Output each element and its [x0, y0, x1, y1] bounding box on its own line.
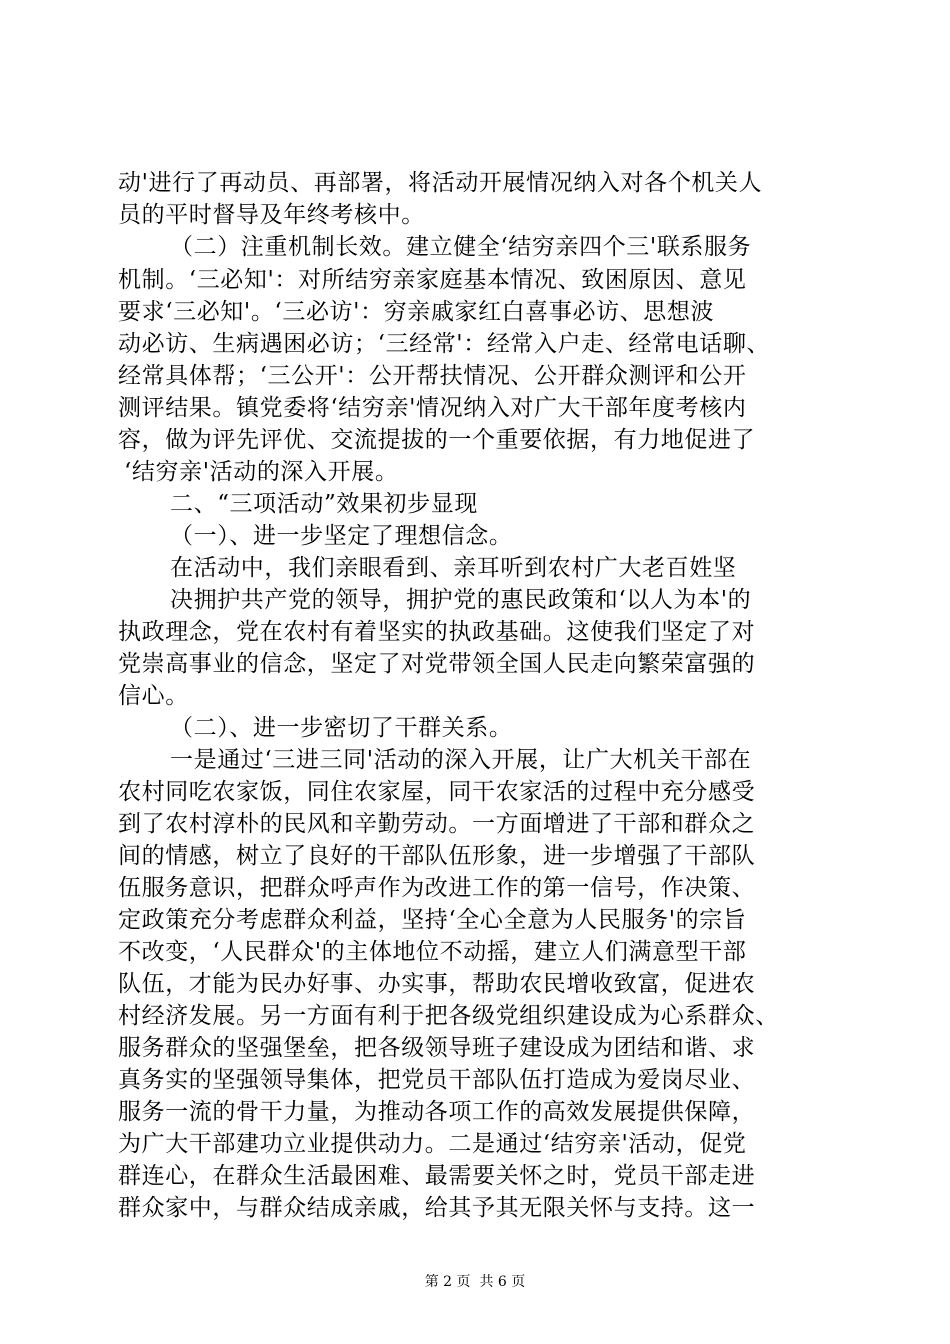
text-line: 队伍，才能为民办好事、办实事，帮助农民增收致富，促进农: [118, 971, 756, 997]
text-line: 在活动中，我们亲眼看到、亲耳听到农村广大老百姓坚: [170, 555, 737, 581]
text-line: 农村同吃农家饭，同住农家屋，同干农家活的过程中充分感受: [118, 779, 756, 805]
text-line: 动必访、生病遇困必访；‘三经常'：经常入户走、经常电话聊、: [118, 331, 771, 357]
text-line: 机制。‘三必知'：对所结穷亲家庭基本情况、致困原因、意见: [118, 267, 747, 293]
text-line: 到了农村淳朴的民风和辛勤劳动。一方面增进了干部和群众之: [118, 811, 756, 837]
text-line: 村经济发展。另一方面有利于把各级党组织建设成为心系群众、: [118, 1003, 779, 1029]
text-line: 间的情感，树立了良好的干部队伍形象，进一步增强了干部队: [118, 843, 756, 869]
text-line: 员的平时督导及年终考核中。: [118, 202, 425, 228]
text-line: ‘结穷亲'活动的深入开展。: [124, 459, 399, 485]
section-heading: 二、“三项活动”效果初步显现: [170, 491, 478, 517]
text-line: 真务实的坚强领导集体，把党员干部队伍打造成为爱岗尽业、: [118, 1067, 756, 1093]
text-line: 执政理念，党在农村有着坚实的执政基础。这使我们坚定了对: [118, 619, 756, 645]
text-line: 一是通过‘三进三同'活动的深入开展，让广大机关干部在: [170, 747, 752, 773]
text-line: 容，做为评先评优、交流提拔的一个重要依据，有力地促进了: [118, 427, 756, 453]
text-line: 要求‘三必知'。‘三必访'：穷亲戚家红白喜事必访、思想波: [118, 299, 715, 325]
text-line: 群众家中，与群众结成亲戚，给其予其无限关怀与支持。这一: [118, 1195, 756, 1221]
text-line: 为广大干部建功立业提供动力。二是通过‘结穷亲'活动，促党: [118, 1131, 747, 1157]
subsection-heading: （一）、进一步坚定了理想信念。: [170, 523, 513, 549]
text-line: 经常具体帮；‘三公开'：公开帮扶情况、公开群众测评和公开: [118, 363, 747, 389]
subsection-heading: （二）、进一步密切了干群关系。: [170, 715, 513, 741]
text-line: 群连心，在群众生活最困难、最需要关怀之时，党员干部走进: [118, 1163, 756, 1189]
text-line: 定政策充分考虑群众利益，坚持‘全心全意为人民服务'的宗旨: [118, 907, 747, 933]
text-line: 测评结果。镇党委将‘结穷亲'情况纳入对广大干部年度考核内: [118, 395, 747, 421]
text-line: 决拥护共产党的领导，拥护党的惠民政策和‘以人为本'的: [170, 587, 752, 613]
text-line: 不改变，‘人民群众'的主体地位不动摇，建立人们满意型干部: [118, 939, 747, 965]
text-line: 动'进行了再动员、再部署，将活动开展情况纳入对各个机关人: [118, 170, 763, 196]
page-number: 第 2 页 共 6 页: [424, 1274, 526, 1290]
text-line: 服务群众的坚强堡垒，把各级领导班子建设成为团结和谐、求: [118, 1035, 756, 1061]
text-line: 党崇高事业的信念，坚定了对党带领全国人民走向繁荣富强的: [118, 651, 756, 677]
text-line: 服务一流的骨干力量，为推动各项工作的高效发展提供保障，: [118, 1099, 756, 1125]
text-line: 伍服务意识，把群众呼声作为改进工作的第一信号，作决策、: [118, 875, 756, 901]
text-line: 信心。: [118, 683, 189, 709]
text-line: （二）注重机制长效。建立健全‘结穷亲四个三'联系服务: [170, 234, 752, 260]
